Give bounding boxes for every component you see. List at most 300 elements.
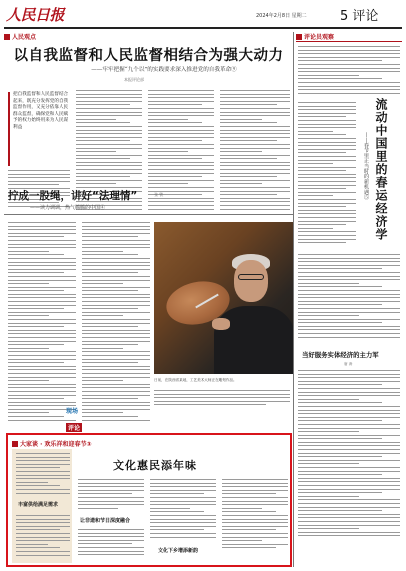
body-text-line bbox=[8, 395, 76, 396]
body-text-line bbox=[298, 177, 356, 178]
body-text-line bbox=[76, 144, 142, 145]
body-text-line bbox=[222, 486, 288, 487]
body-text-line bbox=[298, 89, 400, 90]
body-text-line bbox=[220, 94, 290, 95]
body-text-line bbox=[148, 126, 214, 127]
body-text-line bbox=[148, 187, 214, 188]
body-text-line bbox=[82, 384, 150, 385]
body-text-line bbox=[8, 319, 76, 320]
body-text-line bbox=[150, 529, 204, 530]
body-text-line bbox=[16, 493, 70, 494]
body-text-line bbox=[8, 402, 76, 403]
body-text-line bbox=[82, 294, 150, 295]
news-photo[interactable] bbox=[154, 222, 293, 374]
body-text-line bbox=[82, 283, 123, 284]
body-text-line bbox=[150, 493, 204, 494]
body-text-line bbox=[78, 486, 144, 487]
body-text-line bbox=[220, 165, 290, 166]
body-text-line bbox=[298, 78, 382, 79]
body-text-line bbox=[298, 276, 400, 277]
body-text-line bbox=[8, 280, 76, 281]
body-text-line bbox=[148, 151, 188, 152]
body-text-line bbox=[220, 183, 262, 184]
body-text-line bbox=[222, 537, 288, 538]
body-text-line bbox=[8, 377, 76, 378]
body-text-line bbox=[76, 112, 142, 113]
body-text-line bbox=[148, 165, 214, 166]
body-text-line bbox=[76, 148, 142, 149]
left-column bbox=[4, 32, 293, 567]
body-text-line bbox=[222, 547, 276, 548]
body-text-line bbox=[16, 537, 70, 538]
body-text-line bbox=[82, 265, 150, 266]
body-text-line bbox=[298, 329, 400, 330]
body-text-line bbox=[220, 126, 290, 127]
body-text-line bbox=[8, 315, 49, 316]
body-text-line bbox=[148, 122, 202, 123]
body-text-line bbox=[298, 268, 382, 269]
body-text-line bbox=[78, 493, 132, 494]
second-body-col-1 bbox=[8, 222, 76, 423]
body-text-line bbox=[8, 240, 76, 241]
body-text-line bbox=[16, 471, 70, 472]
body-text-line bbox=[78, 483, 144, 484]
body-text-line bbox=[150, 508, 190, 509]
top-rule bbox=[4, 27, 402, 29]
body-text-line bbox=[298, 510, 382, 511]
body-text-line bbox=[298, 235, 356, 236]
body-text-line bbox=[298, 82, 400, 83]
body-text-line bbox=[150, 479, 216, 480]
body-text-line bbox=[76, 90, 142, 91]
body-text-line bbox=[222, 515, 288, 516]
body-text-line bbox=[82, 333, 150, 334]
body-text-line bbox=[148, 209, 214, 210]
body-text-line bbox=[76, 155, 142, 156]
second-headline[interactable]: 拧成一股绳，讲好“法理情” bbox=[8, 190, 138, 202]
body-text-line bbox=[82, 373, 150, 374]
body-text-line bbox=[8, 384, 76, 385]
right-vertical-headline[interactable]: 流动中国里的春运经济学 bbox=[374, 98, 388, 241]
body-text-line bbox=[8, 330, 76, 331]
body-text-line bbox=[298, 239, 356, 240]
body-text-line bbox=[298, 463, 359, 464]
body-text-line bbox=[82, 319, 150, 320]
body-text-line bbox=[298, 60, 382, 61]
body-text-line bbox=[148, 148, 214, 149]
body-text-line bbox=[298, 496, 359, 497]
body-text-line bbox=[220, 162, 290, 163]
body-text-line bbox=[8, 297, 76, 298]
right-top-body bbox=[298, 46, 400, 96]
lead-headline[interactable]: 以自我监督和人民监督相结合为强大动力 bbox=[13, 48, 284, 64]
body-text-line bbox=[82, 305, 150, 306]
hb-col-2b bbox=[78, 529, 144, 558]
body-text-line bbox=[8, 412, 49, 413]
body-text-line bbox=[298, 64, 400, 65]
body-text-line bbox=[150, 533, 216, 534]
body-text-line bbox=[298, 231, 356, 232]
body-text-line bbox=[78, 508, 118, 509]
body-text-line bbox=[298, 279, 400, 280]
body-text-line bbox=[76, 165, 142, 166]
body-text-line bbox=[222, 497, 288, 498]
body-text-line bbox=[8, 276, 76, 277]
second-byline: 张 铁 bbox=[154, 192, 164, 197]
body-text-line bbox=[298, 127, 356, 128]
body-text-line bbox=[8, 262, 76, 263]
body-text-line bbox=[298, 261, 400, 262]
body-text-line bbox=[298, 46, 400, 47]
body-text-line bbox=[82, 355, 150, 356]
body-text-line bbox=[82, 391, 150, 392]
body-text-line bbox=[220, 173, 290, 174]
body-text-line bbox=[8, 351, 76, 352]
body-text-line bbox=[298, 392, 400, 393]
body-text-line bbox=[298, 474, 382, 475]
body-text-line bbox=[76, 137, 142, 138]
body-text-line bbox=[148, 119, 188, 120]
body-text-line bbox=[8, 283, 49, 284]
body-text-line bbox=[298, 120, 356, 121]
body-text-line bbox=[220, 90, 290, 91]
body-text-line bbox=[150, 511, 204, 512]
body-text-line bbox=[220, 122, 277, 123]
body-text-line bbox=[298, 71, 400, 72]
body-text-line bbox=[298, 326, 400, 327]
right-vertical-subhead: ——春节里正当时的新机遇⑤ bbox=[363, 132, 369, 200]
photo-caption: 日前，在陕西省某地，工艺美术大师正在雕刻作品。 bbox=[154, 378, 237, 382]
body-text-line bbox=[298, 337, 400, 338]
body-text-line bbox=[298, 192, 356, 193]
body-text-line bbox=[298, 507, 400, 508]
body-text-line bbox=[82, 287, 150, 288]
body-text-line bbox=[298, 528, 359, 529]
body-text-line bbox=[222, 504, 288, 505]
body-text-line bbox=[8, 362, 64, 363]
body-text-line bbox=[298, 254, 400, 255]
body-text-line bbox=[8, 398, 64, 399]
body-text-line bbox=[8, 344, 64, 345]
body-text-line bbox=[8, 254, 64, 255]
body-text-line bbox=[8, 244, 76, 245]
body-text-line bbox=[78, 540, 144, 541]
body-text-line bbox=[298, 131, 333, 132]
body-text-line bbox=[148, 201, 214, 202]
body-text-line bbox=[220, 176, 277, 177]
highlight-subhead-b: 让非遗和节日深度融合 bbox=[80, 518, 131, 524]
body-text-line bbox=[8, 229, 76, 230]
body-text-line bbox=[148, 180, 214, 181]
body-text-line bbox=[298, 210, 356, 211]
body-text-line bbox=[298, 485, 400, 486]
body-text-line bbox=[298, 213, 356, 214]
body-text-line bbox=[148, 104, 202, 105]
body-text-line bbox=[298, 294, 400, 295]
body-text-line bbox=[16, 522, 70, 523]
body-text-line bbox=[298, 242, 346, 243]
body-text-line bbox=[298, 489, 400, 490]
body-text-line bbox=[298, 445, 400, 446]
body-text-line bbox=[298, 152, 346, 153]
body-text-line bbox=[78, 547, 144, 548]
body-text-line bbox=[76, 158, 130, 159]
body-text-line bbox=[82, 387, 150, 388]
body-text-line bbox=[298, 442, 400, 443]
body-text-line bbox=[154, 404, 266, 405]
body-text-line bbox=[82, 315, 123, 316]
body-text-line bbox=[220, 115, 290, 116]
body-text-line bbox=[76, 104, 130, 105]
page-number: 5 评论 bbox=[340, 9, 379, 24]
body-text-line bbox=[298, 258, 400, 259]
body-text-line bbox=[82, 330, 150, 331]
body-text-line bbox=[298, 297, 400, 298]
body-text-line bbox=[298, 431, 359, 432]
body-text-line bbox=[8, 287, 76, 288]
highlight-subhead-c: 文化下乡增添新韵 bbox=[158, 548, 199, 554]
body-text-line bbox=[298, 142, 356, 143]
hb-col-3 bbox=[150, 479, 216, 540]
body-text-line bbox=[82, 233, 150, 234]
body-text-line bbox=[8, 290, 64, 291]
body-text-line bbox=[220, 140, 277, 141]
body-text-line bbox=[16, 475, 70, 476]
body-text-line bbox=[220, 205, 290, 206]
body-text-line bbox=[150, 519, 216, 520]
body-text-line bbox=[298, 492, 382, 493]
body-text-line bbox=[298, 435, 400, 436]
body-text-line bbox=[16, 489, 70, 490]
body-text-line bbox=[76, 119, 116, 120]
xianchang-pinglun-badge: 现场 评论 bbox=[66, 408, 81, 432]
body-text-line bbox=[78, 554, 144, 555]
body-text-line bbox=[82, 297, 150, 298]
body-text-line bbox=[148, 115, 214, 116]
body-text-line bbox=[82, 398, 138, 399]
dateline: 2024年2月8日 星期二 bbox=[256, 13, 307, 19]
body-text-line bbox=[148, 173, 214, 174]
body-text-line bbox=[298, 116, 346, 117]
body-text-line bbox=[298, 304, 382, 305]
body-text-line bbox=[220, 108, 290, 109]
body-text-line bbox=[8, 341, 76, 342]
body-text-line bbox=[78, 543, 132, 544]
body-text-line bbox=[298, 163, 333, 164]
body-text-line bbox=[8, 312, 76, 313]
body-text-line bbox=[298, 456, 382, 457]
body-text-line bbox=[298, 319, 400, 320]
body-text-line bbox=[298, 514, 400, 515]
body-text-line bbox=[8, 380, 49, 381]
hb-col-4 bbox=[222, 479, 288, 551]
body-text-line bbox=[298, 420, 382, 421]
body-text-line bbox=[222, 483, 288, 484]
body-text-line bbox=[76, 162, 142, 163]
body-text-line bbox=[220, 201, 290, 202]
body-text-line bbox=[220, 119, 262, 120]
body-text-line bbox=[148, 144, 214, 145]
body-text-line bbox=[16, 533, 70, 534]
newspaper-logo: 人民日报 bbox=[6, 6, 65, 24]
body-text-line bbox=[220, 169, 290, 170]
second-body-col-4 bbox=[154, 390, 290, 408]
body-text-line bbox=[298, 315, 359, 316]
lead-body-col-3 bbox=[220, 90, 290, 212]
body-text-line bbox=[82, 280, 150, 281]
body-text-line bbox=[82, 290, 138, 291]
body-text-line bbox=[8, 265, 76, 266]
body-text-line bbox=[298, 402, 382, 403]
body-text-line bbox=[220, 104, 277, 105]
body-text-line bbox=[150, 522, 216, 523]
body-text-line bbox=[82, 337, 150, 338]
body-text-line bbox=[8, 387, 76, 388]
body-text-line bbox=[298, 413, 400, 414]
body-text-line bbox=[298, 377, 400, 378]
body-text-line bbox=[150, 504, 216, 505]
body-text-line bbox=[8, 177, 70, 178]
body-text-line bbox=[82, 226, 150, 227]
body-text-line bbox=[8, 174, 70, 175]
body-text-line bbox=[298, 149, 356, 150]
body-text-line bbox=[222, 540, 262, 541]
body-text-line bbox=[298, 203, 356, 204]
body-text-line bbox=[298, 50, 400, 51]
section-tag-pinglunyuan: 评论员观察 bbox=[296, 32, 334, 41]
body-text-line bbox=[82, 380, 123, 381]
body-text-line bbox=[150, 486, 216, 487]
body-text-line bbox=[220, 191, 290, 192]
body-text-line bbox=[298, 460, 400, 461]
right-body-1 bbox=[298, 102, 356, 246]
body-text-line bbox=[220, 112, 290, 113]
body-text-line bbox=[8, 222, 76, 223]
body-text-line bbox=[298, 290, 400, 291]
right-body-3 bbox=[298, 370, 400, 539]
body-text-line bbox=[298, 532, 400, 533]
body-text-line bbox=[298, 406, 400, 407]
body-text-line bbox=[220, 209, 290, 210]
body-text-line bbox=[82, 366, 150, 367]
body-text-line bbox=[298, 160, 356, 161]
body-text-line bbox=[76, 133, 142, 134]
body-text-line bbox=[298, 283, 359, 284]
body-text-line bbox=[16, 529, 60, 530]
body-text-line bbox=[148, 169, 214, 170]
right-second-headline[interactable]: 当好服务实体经济的主力军 bbox=[302, 351, 379, 359]
body-text-line bbox=[78, 529, 144, 530]
body-text-line bbox=[298, 145, 356, 146]
body-text-line bbox=[8, 323, 76, 324]
body-text-line bbox=[8, 301, 76, 302]
body-text-line bbox=[82, 341, 150, 342]
right-column bbox=[296, 32, 402, 567]
body-text-line bbox=[222, 526, 288, 527]
body-text-line bbox=[82, 276, 150, 277]
body-text-line bbox=[16, 555, 70, 556]
body-text-line bbox=[220, 133, 290, 134]
body-text-line bbox=[150, 501, 216, 502]
divider-1 bbox=[4, 214, 293, 215]
body-text-line bbox=[78, 490, 144, 491]
body-text-line bbox=[82, 359, 150, 360]
body-text-line bbox=[82, 251, 123, 252]
body-text-line bbox=[298, 322, 382, 323]
body-text-line bbox=[8, 305, 76, 306]
body-text-line bbox=[76, 108, 142, 109]
body-text-line bbox=[82, 362, 138, 363]
body-text-line bbox=[148, 90, 214, 91]
highlight-headline[interactable]: 文化惠民添年味 bbox=[113, 459, 197, 472]
body-text-line bbox=[16, 460, 70, 461]
body-text-line bbox=[298, 217, 356, 218]
body-text-line bbox=[76, 94, 142, 95]
body-text-line bbox=[82, 369, 150, 370]
body-text-line bbox=[298, 301, 400, 302]
body-text-line bbox=[222, 529, 276, 530]
body-text-line bbox=[82, 326, 138, 327]
body-text-line bbox=[298, 499, 400, 500]
body-text-line bbox=[16, 551, 70, 552]
highlight-article-box[interactable] bbox=[6, 433, 292, 567]
body-text-line bbox=[8, 294, 76, 295]
body-text-line bbox=[78, 551, 144, 552]
body-text-line bbox=[148, 133, 214, 134]
body-text-line bbox=[148, 162, 214, 163]
body-text-line bbox=[16, 467, 60, 468]
body-text-line bbox=[298, 206, 346, 207]
body-text-line bbox=[8, 337, 76, 338]
body-text-line bbox=[148, 94, 214, 95]
body-text-line bbox=[82, 258, 150, 259]
body-text-line bbox=[298, 312, 400, 313]
highlight-subhead-a: 丰富供给满足需求 bbox=[18, 502, 59, 508]
body-text-line bbox=[298, 156, 356, 157]
body-text-line bbox=[82, 301, 150, 302]
body-text-line bbox=[298, 113, 356, 114]
body-text-line bbox=[82, 395, 150, 396]
body-text-line bbox=[16, 526, 70, 527]
body-text-line bbox=[298, 521, 400, 522]
hb-col-2 bbox=[78, 479, 144, 511]
body-text-line bbox=[298, 438, 382, 439]
body-text-line bbox=[298, 374, 400, 375]
body-text-line bbox=[298, 388, 400, 389]
body-text-line bbox=[8, 366, 76, 367]
body-text-line bbox=[298, 109, 356, 110]
body-text-line bbox=[76, 180, 142, 181]
body-text-line bbox=[16, 540, 70, 541]
right-body-2 bbox=[298, 254, 400, 340]
body-text-line bbox=[148, 101, 214, 102]
body-text-line bbox=[298, 381, 400, 382]
body-text-line bbox=[76, 101, 142, 102]
body-text-line bbox=[82, 240, 150, 241]
body-text-line bbox=[8, 181, 70, 182]
section-square-icon bbox=[4, 34, 10, 40]
body-text-line bbox=[16, 547, 60, 548]
body-text-line bbox=[222, 522, 288, 523]
body-text-line bbox=[8, 359, 76, 360]
body-text-line bbox=[222, 479, 288, 480]
body-text-line bbox=[8, 258, 76, 259]
body-text-line bbox=[78, 497, 144, 498]
lead-byline: 本报评论部 bbox=[124, 77, 144, 82]
body-text-line bbox=[76, 183, 116, 184]
body-text-line bbox=[220, 155, 290, 156]
section-square-icon bbox=[296, 34, 302, 40]
